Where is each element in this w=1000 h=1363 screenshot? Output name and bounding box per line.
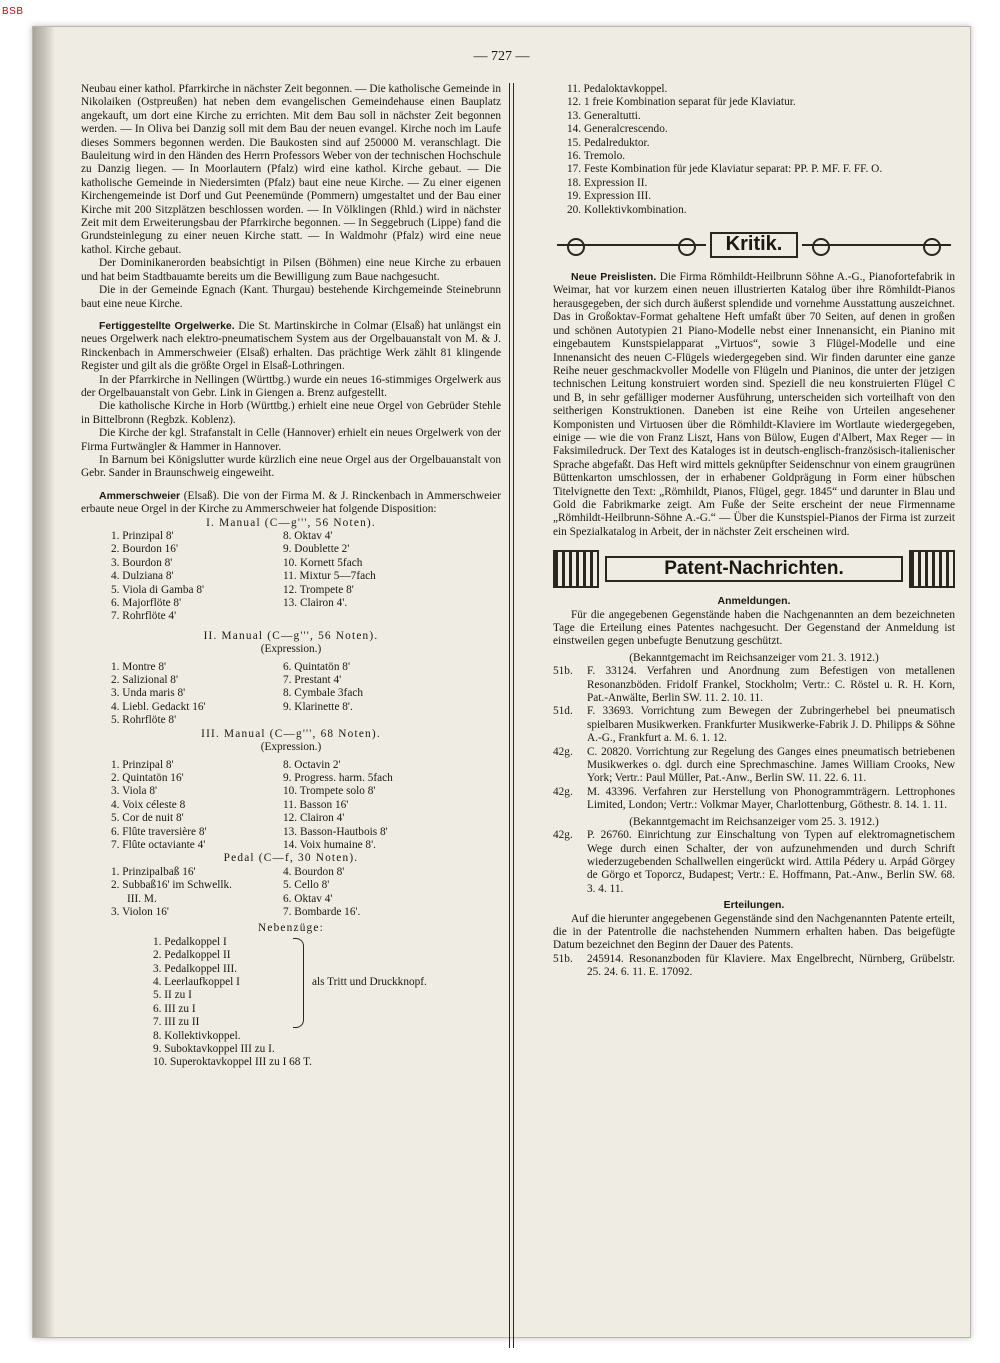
register: 6. Oktav 4' bbox=[283, 892, 333, 905]
organs-paragraph bbox=[81, 320, 501, 374]
bekannt-1: (Bekanntgemacht im Reichsanzeiger vom 21. 3. 1912.) bbox=[629, 651, 879, 664]
register: 4. Dulziana 8' bbox=[111, 570, 174, 583]
coupler: 3. Pedalkoppel III. bbox=[153, 962, 238, 975]
barnum-paragraph: In Barnum bei Königslutter wurde kürzlich eine neue Orgel aus der Orgelbauanstalt von Gebr. Sander in Braunschweig eingeweiht. bbox=[81, 453, 501, 480]
anmeldungen-intro: Für die angegebenen Gegenstände haben die Nachgenannten an dem bezeichneten Tage die Erteilung eines Patentes nachgesucht. Der Gegenstand der Anmeldung ist einstweilen gegen unbefugte Benutzung geschützt. bbox=[553, 608, 955, 648]
patent-class: 42g. bbox=[553, 829, 573, 842]
coupler: 15. Pedalreduktor. bbox=[567, 136, 650, 149]
register: 10. Trompete solo 8' bbox=[283, 785, 376, 798]
coupler: 1. Pedalkoppel I bbox=[153, 935, 227, 948]
register: 11. Mixtur 5—7fach bbox=[283, 570, 376, 583]
register: 5. Viola di Gamba 8' bbox=[111, 583, 205, 596]
patent-class: 51d. bbox=[553, 705, 573, 718]
nebenzuege-rest bbox=[81, 1030, 501, 1070]
brace-label: als Tritt und Druckknopf. bbox=[312, 976, 427, 988]
manual-3-title: III. Manual (C—g''', 68 Noten). bbox=[201, 727, 381, 740]
manual-3-subtitle: (Expression.) bbox=[260, 741, 322, 754]
coupler: 5. II zu I bbox=[153, 989, 192, 1002]
register: 1. Prinzipalbaß 16' bbox=[111, 865, 196, 878]
pedal-title: Pedal (C—f, 30 Noten). bbox=[223, 852, 359, 865]
register: 5. Cor de nuit 8' bbox=[111, 812, 184, 825]
register: 6. Quintatön 8' bbox=[283, 660, 350, 673]
kritik-banner bbox=[553, 225, 955, 265]
register: 7. Bombarde 16'. bbox=[283, 905, 361, 918]
column-rule-second bbox=[513, 83, 514, 1348]
egnach-paragraph: Die in der Gemeinde Egnach (Kant. Thurgau) bestehende Kirchgemeinde Steinebrunn baut eine neue Kirche. bbox=[81, 284, 501, 310]
patent-text: 245914. Resonanzboden für Klaviere. Max Engelbrecht, Nürnberg, Grübelstr. 25. 24. 6. 11. E. 17092. bbox=[587, 952, 955, 979]
register: 5. Cello 8' bbox=[283, 879, 330, 892]
register: 2. Subbaß16' im Schwellk. bbox=[111, 879, 232, 892]
register: 1. Prinzipal 8' bbox=[111, 530, 174, 542]
register: 9. Progress. harm. 5fach bbox=[283, 771, 393, 784]
patent-entry bbox=[553, 705, 955, 745]
nebenzuege-continued bbox=[553, 83, 955, 217]
register: 11. Basson 16' bbox=[283, 798, 349, 811]
register: 2. Quintatön 16' bbox=[111, 771, 184, 784]
bekannt-2: (Bekanntgemacht im Reichsanzeiger vom 25. 3. 1912.) bbox=[629, 815, 879, 828]
register: III. M. bbox=[127, 892, 157, 905]
coupler: 10. Superoktavkoppel III zu I 68 T. bbox=[153, 1056, 312, 1069]
register: 8. Cymbale 3fach bbox=[283, 687, 363, 700]
nebenzuege-brace bbox=[81, 936, 501, 1030]
coupler: 18. Expression II. bbox=[567, 176, 648, 189]
patent-text: P. 26760. Einrichtung zur Einschaltung von Typen auf elektromagnetischem Wege durch einen Schalter, der von aufzunehmenden und durch Schrift wiederzugebenden Schallwellen eingerückt wird. Attila Pédery u. Arpád Görgey de Görgo et Toporcz, Budapest; Vertr.: E. Hoffmann, Pat.-Anw., Berlin SW. 68. 3. 4. 11. bbox=[587, 829, 955, 895]
celle-paragraph: Die Kirche der kgl. Strafanstalt in Celle (Hannover) erhielt ein neues Orgelwerk von der Firma Furtwängler & Hammer in Hannover. bbox=[81, 427, 501, 453]
patent-banner bbox=[553, 549, 955, 589]
patent-class: 42g. bbox=[553, 745, 573, 758]
register: 9. Klarinette 8'. bbox=[283, 700, 353, 713]
manual-1-registers bbox=[81, 530, 501, 624]
register: 9. Doublette 2' bbox=[283, 543, 350, 556]
patent-class: 51b. bbox=[553, 665, 573, 678]
ammerschweier-text: (Elsaß). Die von der Firma M. & J. Rinckenbach in Ammerschweier erbaute neue Orgel in der Kirche zu Ammerschweier hat folgende Disposition: bbox=[81, 489, 501, 516]
manual-2-registers bbox=[81, 661, 501, 728]
ammerschweier-paragraph bbox=[81, 490, 501, 517]
horb-paragraph: Die katholische Kirche in Horb (Württbg.) erhielt eine neue Orgel von Gebrüder Stehle in Bittelbronn (Regbzk. Koblenz). bbox=[81, 400, 501, 426]
register: 12. Trompete 8' bbox=[283, 583, 354, 596]
register: 7. Rohrflöte 4' bbox=[111, 610, 177, 623]
coupler: 13. Generaltutti. bbox=[567, 109, 641, 122]
column-rule bbox=[509, 83, 510, 1348]
kritik-heading: Neue Preislisten. bbox=[571, 271, 657, 284]
patent-text: F. 33124. Verfahren und Anordnung zum Befestigen von metallenen Resonanzböden. Fridolf Frankel, Stockholm; Vertr.: C. Röstel u. R. H. Korn, Pat.-Anwälte, Berlin SW. 11. 2. 10. 11. bbox=[587, 665, 955, 705]
patent-entry bbox=[553, 786, 955, 813]
erteilungen-intro: Auf die hierunter angegebenen Gegenstände sind den Nachgenannten Patente erteilt, die in der Patentrolle die nachstehenden Nummern erhalten haben. Das beigefügte Datum bezeichnet den Beginn der Dauer des Patents. bbox=[553, 912, 955, 952]
coupler: 9. Suboktavkoppel III zu I. bbox=[153, 1043, 275, 1056]
anmeldungen-heading: Anmeldungen. bbox=[717, 595, 791, 608]
patent-text: C. 20820. Vorrichtung zur Regelung des Ganges eines pneumatisch betriebenen Musikwerkes o. dgl. durch eine Sprechmaschine. James William Crooks, New York; Vertr.: Paul Müller, Pat.-Anw., Berlin SW. 11. 22. 6. 11. bbox=[587, 745, 955, 785]
register: 6. Majorflöte 8' bbox=[111, 597, 182, 610]
coupler: 14. Generalcrescendo. bbox=[567, 123, 668, 136]
coupler: 16. Tremolo. bbox=[567, 150, 626, 163]
kritik-paragraph bbox=[553, 271, 955, 539]
register: 14. Voix humaine 8'. bbox=[283, 838, 376, 851]
brace-mark bbox=[293, 938, 304, 1028]
ornament-block-right-icon bbox=[909, 550, 955, 588]
patent-entry bbox=[553, 953, 955, 980]
left-column bbox=[81, 83, 501, 1070]
coupler: 2. Pedalkoppel II bbox=[153, 949, 231, 962]
register: 2. Bourdon 16' bbox=[111, 543, 178, 556]
coupler: 8. Kollektivkoppel. bbox=[153, 1029, 241, 1042]
patent-class: 51b. bbox=[553, 952, 573, 965]
register: 8. Oktav 4' bbox=[283, 530, 333, 542]
coupler: 20. Kollektivkombination. bbox=[567, 203, 687, 216]
register: 1. Prinzipal 8' bbox=[111, 758, 174, 771]
patent-text: F. 33693. Vorrichtung zum Bewegen der Zubringerhebel bei pneumatisch spielbaren Musikwerken. Frankfurter Musikwerke-Fabrik J. D. Philipps & Söhne A.-G., Frankfurt a. M. 6. 1. 12. bbox=[587, 705, 955, 745]
page-number: — 727 — bbox=[473, 49, 530, 64]
register: 3. Bourdon 8' bbox=[111, 556, 173, 569]
kritik-title: Kritik. bbox=[710, 232, 799, 257]
register: 4. Voix céleste 8 bbox=[111, 798, 186, 811]
nebenzuege-title: Nebenzüge: bbox=[258, 922, 324, 935]
register: 7. Prestant 4' bbox=[283, 674, 342, 687]
register: 4. Bourdon 8' bbox=[283, 865, 345, 878]
coupler: 11. Pedaloktavkoppel. bbox=[567, 83, 668, 95]
patent-entry bbox=[553, 829, 955, 896]
register: 12. Clairon 4' bbox=[283, 812, 345, 825]
register: 3. Violon 16' bbox=[111, 905, 169, 918]
register: 5. Rohrflöte 8' bbox=[111, 714, 177, 727]
pedal-registers bbox=[81, 866, 501, 920]
register: 7. Flûte octaviante 4' bbox=[111, 838, 206, 851]
register: 1. Montre 8' bbox=[111, 660, 167, 673]
right-column bbox=[553, 83, 955, 980]
register: 3. Unda maris 8' bbox=[111, 687, 186, 700]
scanned-page bbox=[32, 26, 971, 1338]
organs-heading: Fertiggestellte Orgelwerke. bbox=[99, 319, 235, 332]
manual-2-title: II. Manual (C—g''', 56 Noten). bbox=[203, 629, 379, 642]
church-news-paragraph: Neubau einer kathol. Pfarrkirche in nächster Zeit begonnen. — Die katholische Gemeinde in Nikolaiken (Ostpreußen) hat neben dem evangelischen Gemeindehause einen Bauplatz angekauft, um dort eine Kirche zu errichten. Mit dem Bau soll in nächster Zeit begonnen werden. — In Oliva bei Danzig soll mit dem Bau der neuen evangel. Kirche noch im Laufe dieses Sommers begonnen werden. Die Baukosten sind auf 250000 M. veranschlagt. Die Bauleitung wird in den Händen des Herrn Professors Weber von der technischen Hochschule zu Danzig liegen. — In Moorlautern (Pfalz) wird eine kathol. Kirche gebaut. — Die katholische Gemeinde in Niedersimten (Pfalz) baut eine neue Kirche. — Zu einer eigenen Kirchengemeinde ist Dorf und Gut Peenemünde (Pommern) umgestaltet und der Bau einer Kirche mit 200 Sitzplätzen beschlossen worden. — In Völklingen (Rhld.) wird in nächster Zeit mit dem Erweiterungsbau der Pfarrkirche begonnen. — In Seggebruch (Lippe) fand die Grundsteinlegung zu einer neuen Kirche statt. — In Waldmohr (Pfalz) wird eine neue kathol. Kirche gebaut. bbox=[81, 83, 501, 256]
patent-title: Patent-Nachrichten. bbox=[605, 556, 903, 581]
dominican-paragraph: Der Dominikanerorden beabsichtigt in Pilsen (Böhmen) eine neue Kirche zu erbauen und hat beim Stadtbauamte bereits um die Bewilligung zum Baue nachgesucht. bbox=[81, 257, 501, 283]
register: 10. Kornett 5fach bbox=[283, 556, 363, 569]
erteilungen-heading: Erteilungen. bbox=[723, 899, 785, 912]
coupler: 19. Expression III. bbox=[567, 190, 652, 203]
ornament-left-icon bbox=[557, 244, 706, 246]
manual-1-title: I. Manual (C—g''', 56 Noten). bbox=[206, 516, 376, 529]
coupler: 12. 1 freie Kombination separat für jede Klaviatur. bbox=[567, 96, 796, 109]
nellingen-paragraph: In der Pfarrkirche in Nellingen (Württbg.) wurde ein neues 16-stimmiges Orgelwerk aus der Orgelbauanstalt von Gebr. Link in Giengen a. Brenz aufgestellt. bbox=[81, 373, 501, 399]
ornament-block-left-icon bbox=[553, 550, 599, 588]
manual-3-registers bbox=[81, 759, 501, 853]
coupler: 17. Feste Kombination für jede Klaviatur separat: PP. P. MF. F. FF. O. bbox=[567, 163, 883, 176]
register: 6. Flûte traversière 8' bbox=[111, 825, 207, 838]
patent-entry bbox=[553, 665, 955, 705]
coupler: 6. III zu I bbox=[153, 1002, 196, 1015]
manual-2-subtitle: (Expression.) bbox=[260, 643, 322, 656]
kritik-text: Die Firma Römhildt-Heilbrunn Söhne A.-G., Pianofortefabrik in Weimar, hat vor kurzem einen neuen illustrierten Katalog über ihre Römhildt-Pianos herausgegeben, der sich durch äußerst splendide und vornehme Ausstattung auszeichnet. Das in Großoktav-Format gehaltene Heft umfaßt über 70 Seiten, auf denen in großen und schönen Autotypien 21 Piano-Modelle nebst einer Innenansicht, ein Pianino mit eingebautem Kunstspielapparat „Virtuos“, sowie 3 Flügel-Modelle und eine Innenansicht des neuen C-Flügels wiedergegeben sind. Wir finden darunter eine ganze Reihe neuer geschmackvoller Modelle von Flügeln und Pianinos, die unter der jetzigen technischen Leitung konstruiert worden sind. Speziell die neu konstruierten Flügel C und B, in sehr gefälliger moderner Ausführung, unterscheiden sich vorteilhaft von den seitherigen Konstruktionen. Daneben ist eine Reihe von Urteilen angesehener Komponisten und Virtuosen über die Römhildt-Klaviere im Wortlaute wiedergegeben, einige — wie die von Franz Liszt, Hans von Bülow, Eugen d'Albert, Max Reger — in Faksimiledruck. Der Text des Kataloges ist in deutsch-englisch-französisch-italienischer Sprache abgefaßt. Das Heft wird mittels geknüpfter Seidenschnur von einem graugrünen Büttenkarton umschlossen, der in erhabener Goldprägung in Form einer hübschen Titelvignette den Text: „Römhildt, Pianos, Flügel, gegr. 1845“ und darunter in Blau und Gold die Fabrikmarke zeigt. Am Fuße der Seite erscheint der neue Firmenname „Römhildt-Heilbrunn-Söhne A.-G.“ — Über die Kunstspiel-Pianos der Firma ist zurzeit ein Spezialkatalog in Arbeit, der in nächster Zeit erscheinen wird. bbox=[553, 271, 956, 538]
register: 3. Viola 8' bbox=[111, 785, 158, 798]
coupler: 7. III zu II bbox=[153, 1016, 200, 1029]
register: 2. Salizional 8' bbox=[111, 674, 178, 687]
library-tag: BSB bbox=[2, 6, 24, 17]
register: 4. Liebl. Gedackt 16' bbox=[111, 700, 206, 713]
register: 13. Basson-Hautbois 8' bbox=[283, 825, 388, 838]
ornament-right-icon bbox=[802, 244, 951, 246]
patent-class: 42g. bbox=[553, 785, 573, 798]
ammerschweier-heading: Ammerschweier bbox=[99, 489, 181, 502]
patent-entry bbox=[553, 746, 955, 786]
organs-text: Die St. Martinskirche in Colmar (Elsaß) hat unlängst ein neues Orgelwerk nach elektro-pneumatischem System aus der Orgelbauanstalt von M. & J. Rinckenbach in Ammerschweier (Elsaß) erhalten. Das prächtige Werk zählt 81 klingende Register und gilt als die größte Orgel in Elsaß-Lothringen. bbox=[81, 319, 501, 373]
patent-text: M. 43396. Verfahren zur Herstellung von Phonogrammträgern. Lettrophones Limited, London; Vertr.: Volkmar Mayer, Charlottenburg, Göthestr. 8. 14. 1. 11. bbox=[587, 785, 955, 812]
coupler: 4. Leerlaufkoppel I bbox=[153, 976, 240, 988]
register: 13. Clairon 4'. bbox=[283, 597, 348, 610]
register: 8. Octavin 2' bbox=[283, 758, 341, 771]
